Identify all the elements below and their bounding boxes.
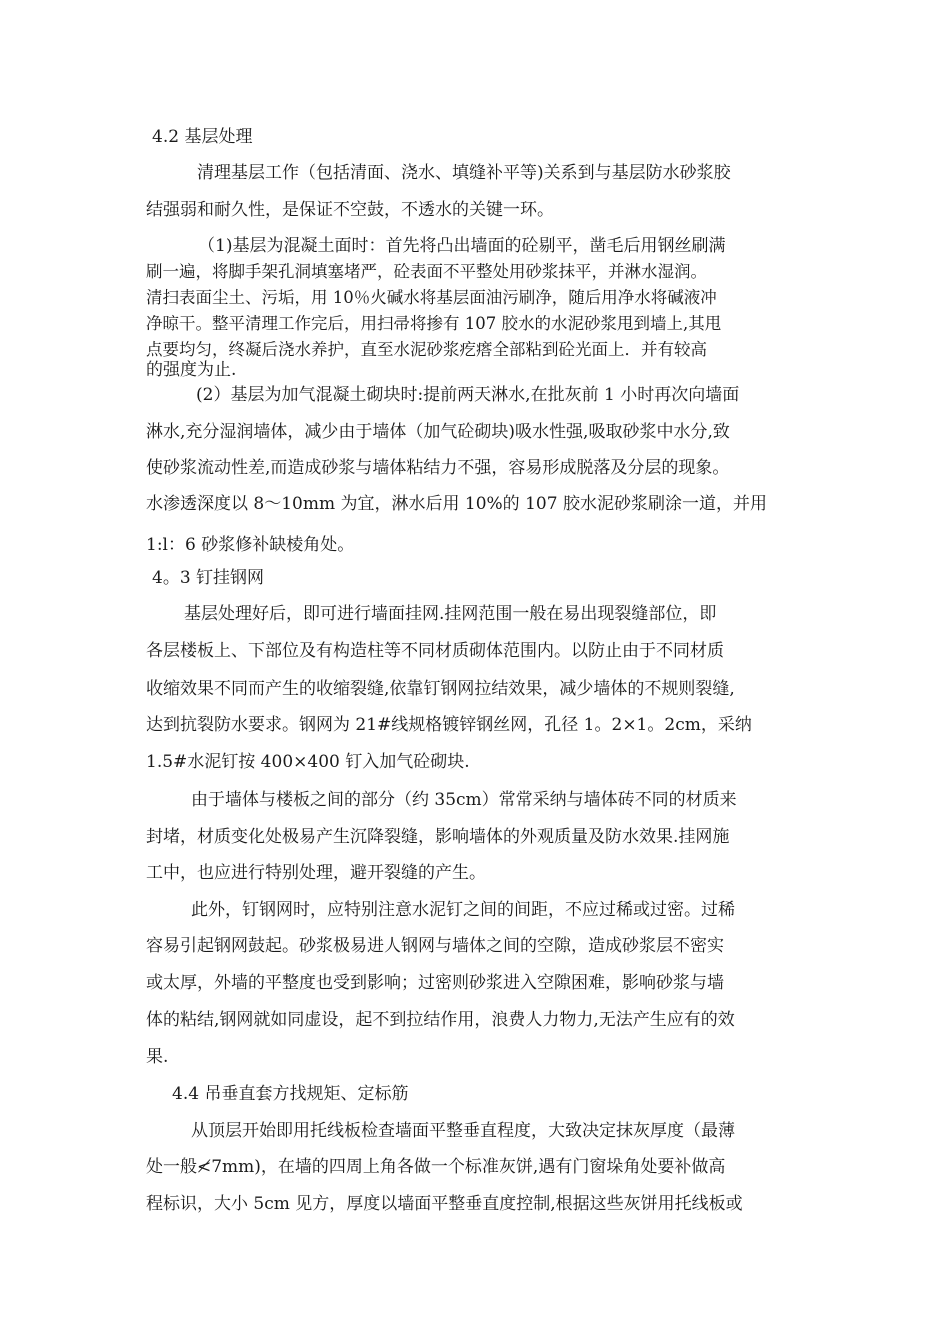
paragraph-line: 刷一遍，将脚手架孔洞填塞堵严，砼表面不平整处用砂浆抹平，并淋水湿润。 [146, 262, 707, 281]
section-heading-4-3: 4。3 钉挂钢网 [152, 568, 265, 588]
paragraph-line: 果. [146, 1047, 169, 1067]
paragraph-line: 使砂浆流动性差,而造成砂浆与墙体粘结力不强，容易形成脱落及分层的现象。 [146, 458, 730, 478]
paragraph-line: 各层楼板上、下部位及有构造柱等不同材质砌体范围内。以防止由于不同材质 [146, 641, 724, 661]
paragraph-line: 1:l：6 砂浆修补缺棱角处。 [146, 535, 355, 555]
paragraph-line: 达到抗裂防水要求。钢网为 21#线规格镀锌钢丝网，孔径 1。2×1。2cm，采纳 [146, 715, 752, 735]
paragraph-line: 点要均匀，终凝后浇水养护，直至水泥砂浆疙瘩全部粘到砼光面上．并有较高 [146, 340, 707, 359]
paragraph-line: 体的粘结,钢网就如同虚设，起不到拉结作用，浪费人力物力,无法产生应有的效 [146, 1010, 735, 1030]
paragraph-line: 基层处理好后，即可进行墙面挂网.挂网范围一般在易出现裂缝部位，即 [184, 604, 717, 624]
paragraph-line: 由于墙体与楼板之间的部分（约 35cm）常常采纳与墙体砖不同的材质来 [191, 790, 737, 810]
paragraph-line: 1.5#水泥钉按 400×400 钉入加气砼砌块. [146, 752, 470, 772]
paragraph-line: 处一般≮7mm)，在墙的四周上角各做一个标准灰饼,遇有门窗垛角处要补做高 [146, 1157, 726, 1177]
paragraph-line: 此外，钉钢网时，应特别注意水泥钉之间的间距，不应过稀或过密。过稀 [191, 900, 735, 920]
paragraph-line: 容易引起钢网鼓起。砂浆极易进人钢网与墙体之间的空隙，造成砂浆层不密实 [146, 936, 724, 956]
paragraph-line: 从顶层开始即用托线板检查墙面平整垂直程度，大致决定抹灰厚度（最薄 [191, 1121, 735, 1141]
paragraph-line: 清扫表面尘土、污垢，用 10％火碱水将基层面油污刷净，随后用净水将碱液冲 [146, 288, 717, 307]
paragraph-line: （1)基层为混凝土面时：首先将凸出墙面的砼剔平，凿毛后用钢丝刷满 [198, 236, 726, 256]
paragraph-line: 结强弱和耐久性，是保证不空鼓，不透水的关键一环。 [146, 200, 554, 220]
paragraph-line: 水渗透深度以 8～10mm 为宜，淋水后用 10%的 107 胶水泥砂浆刷涂一道，并用 [146, 494, 767, 514]
paragraph-line: 程标识，大小 5cm 见方，厚度以墙面平整垂直度控制,根据这些灰饼用托线板或 [146, 1194, 743, 1214]
paragraph-line: 工中，也应进行特别处理，避开裂缝的产生。 [146, 863, 486, 883]
section-heading-4-2: 4.2 基层处理 [152, 127, 253, 147]
paragraph-line: 收缩效果不同而产生的收缩裂缝,依靠钉钢网拉结效果，减少墙体的不规则裂缝, [146, 679, 735, 699]
paragraph-line: 或太厚，外墙的平整度也受到影响；过密则砂浆进入空隙困难，影响砂浆与墙 [146, 973, 724, 993]
paragraph-line: 淋水,充分湿润墙体，减少由于墙体（加气砼砌块)吸水性强,吸取砂浆中水分,致 [146, 422, 730, 442]
section-heading-4-4: 4.4 吊垂直套方找规矩、定标筋 [172, 1084, 409, 1104]
paragraph-line: 的强度为止. [146, 360, 237, 380]
paragraph-line: (2）基层为加气混凝土砌块时:提前两天淋水,在批灰前 1 小时再次向墙面 [196, 385, 740, 405]
paragraph-line: 封堵，材质变化处极易产生沉降裂缝，影响墙体的外观质量及防水效果.挂网施 [146, 827, 730, 847]
paragraph-line: 清理基层工作（包括清面、浇水、填缝补平等)关系到与基层防水砂浆胶 [197, 163, 731, 183]
paragraph-line: 净晾干。整平清理工作完后，用扫帚将掺有 107 胶水的水泥砂浆甩到墙上,其甩 [146, 314, 722, 333]
